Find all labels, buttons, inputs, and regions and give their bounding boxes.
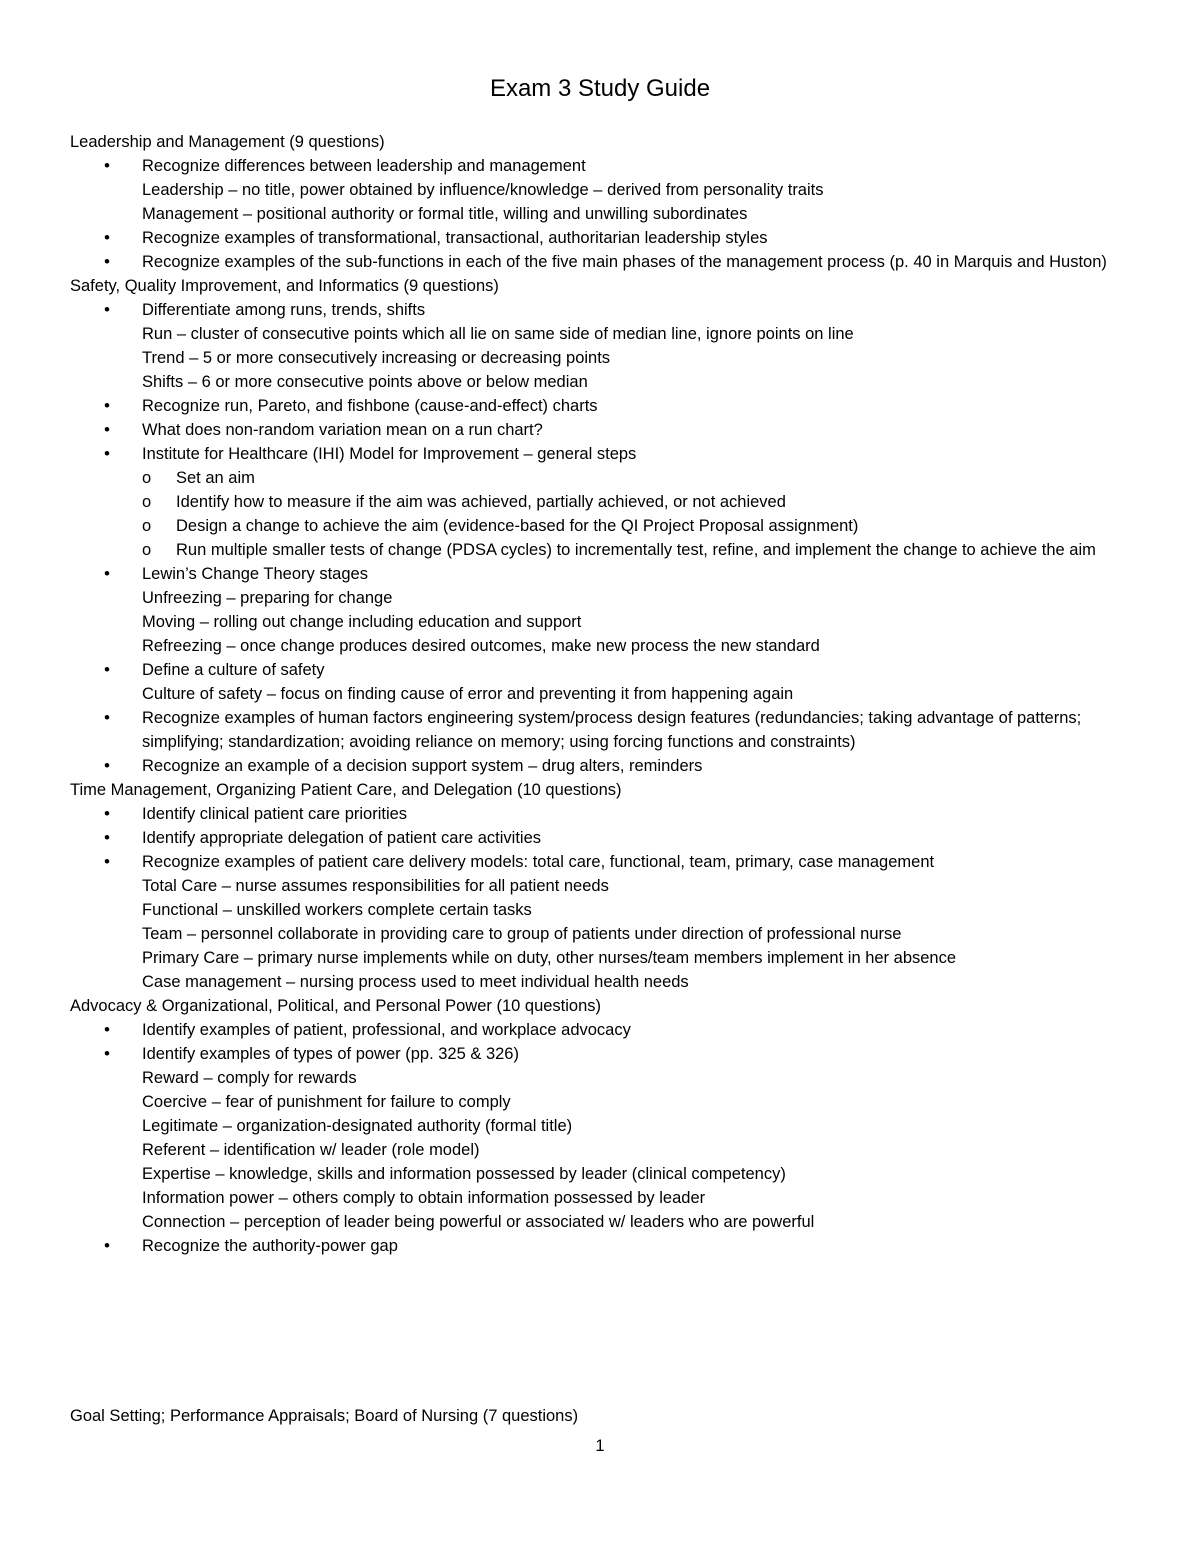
bullet-item: • Recognize examples of human factors engineering system/process design features (redundancies; taking advantage of patterns; simplifying; standardization; avoiding reliance on memory; using forcing functions and constraints) [70, 706, 1130, 754]
section-advocacy-power [70, 994, 1130, 1258]
bullet-item: • Identify examples of types of power (pp. 325 & 326) [70, 1042, 1130, 1066]
section-heading-goal-setting: Goal Setting; Performance Appraisals; Board of Nursing (7 questions) [70, 1407, 579, 1425]
sub-bullet-item: o Set an aim [70, 466, 1130, 490]
page-number: 1 [595, 1437, 605, 1455]
bullet-item: • Recognize run, Pareto, and fishbone (cause-and-effect) charts [70, 394, 1130, 418]
item-note: Unfreezing – preparing for change [142, 589, 393, 607]
item-note: Primary Care – primary nurse implements while on duty, other nurses/team members implement in her absence [142, 949, 957, 967]
sub-bullet-item: o Identify how to measure if the aim was achieved, partially achieved, or not achieved [70, 490, 1130, 514]
bullet-item: • Differentiate among runs, trends, shifts [70, 298, 1130, 322]
section-heading: Safety, Quality Improvement, and Informatics (9 questions) [70, 277, 499, 295]
bullet-item: • Lewin’s Change Theory stages [70, 562, 1130, 586]
item-note: Refreezing – once change produces desired outcomes, make new process the new standard [142, 637, 820, 655]
item-note: Coercive – fear of punishment for failure to comply [142, 1093, 511, 1111]
bullet-item: • Recognize an example of a decision support system – drug alters, reminders [70, 754, 1130, 778]
bullet-item: • What does non-random variation mean on a run chart? [70, 418, 1130, 442]
section-leadership-management [70, 130, 1130, 274]
item-note: Run – cluster of consecutive points which all lie on same side of median line, ignore points on line [142, 325, 854, 343]
item-note: Connection – perception of leader being powerful or associated w/ leaders who are powerful [142, 1213, 815, 1231]
item-note: Moving – rolling out change including education and support [142, 613, 582, 631]
study-guide-content [70, 130, 1130, 1258]
bullet-item: • Recognize examples of patient care delivery models: total care, functional, team, primary, case management [70, 850, 1130, 874]
section-heading: Advocacy & Organizational, Political, and Personal Power (10 questions) [70, 997, 602, 1015]
page-title: Exam 3 Study Guide [489, 75, 711, 102]
section-heading: Time Management, Organizing Patient Care, and Delegation (10 questions) [70, 781, 622, 799]
item-note: Leadership – no title, power obtained by influence/knowledge – derived from personality traits [142, 181, 824, 199]
bullet-item: • Recognize differences between leadership and management [70, 154, 1130, 178]
bullet-item: • Identify examples of patient, professional, and workplace advocacy [70, 1018, 1130, 1042]
item-note: Referent – identification w/ leader (role model) [142, 1141, 480, 1159]
bullet-item: • Identify clinical patient care priorities [70, 802, 1130, 826]
bullet-item: • Identify appropriate delegation of patient care activities [70, 826, 1130, 850]
sub-bullet-item: o Design a change to achieve the aim (evidence-based for the QI Project Proposal assignment) [70, 514, 1130, 538]
bullet-item: • Define a culture of safety [70, 658, 1130, 682]
bullet-item: • Recognize examples of the sub-functions in each of the five main phases of the management process (p. 40 in Marquis and Huston) [70, 250, 1130, 274]
item-note: Information power – others comply to obtain information possessed by leader [142, 1189, 706, 1207]
item-note: Shifts – 6 or more consecutive points above or below median [142, 373, 588, 391]
section-heading: Leadership and Management (9 questions) [70, 133, 385, 151]
sub-bullet-item: o Run multiple smaller tests of change (PDSA cycles) to incrementally test, refine, and implement the change to achieve the aim [70, 538, 1130, 562]
item-note: Management – positional authority or formal title, willing and unwilling subordinates [142, 205, 748, 223]
section-safety-quality-informatics [70, 274, 1130, 778]
item-note: Team – personnel collaborate in providing care to group of patients under direction of professional nurse [142, 925, 902, 943]
item-note: Functional – unskilled workers complete certain tasks [142, 901, 532, 919]
item-note: Legitimate – organization-designated authority (formal title) [142, 1117, 573, 1135]
item-note: Expertise – knowledge, skills and information possessed by leader (clinical competency) [142, 1165, 786, 1183]
section-time-management-delegation [70, 778, 1130, 994]
bullet-item: • Recognize examples of transformational, transactional, authoritarian leadership styles [70, 226, 1130, 250]
item-note: Trend – 5 or more consecutively increasing or decreasing points [142, 349, 611, 367]
item-note: Culture of safety – focus on finding cause of error and preventing it from happening again [142, 685, 794, 703]
item-note: Total Care – nurse assumes responsibilities for all patient needs [142, 877, 609, 895]
bullet-item: • Institute for Healthcare (IHI) Model for Improvement – general steps [70, 442, 1130, 466]
item-note: Reward – comply for rewards [142, 1069, 357, 1087]
bullet-item: • Recognize the authority-power gap [70, 1234, 1130, 1258]
item-note: Case management – nursing process used to meet individual health needs [142, 973, 689, 991]
